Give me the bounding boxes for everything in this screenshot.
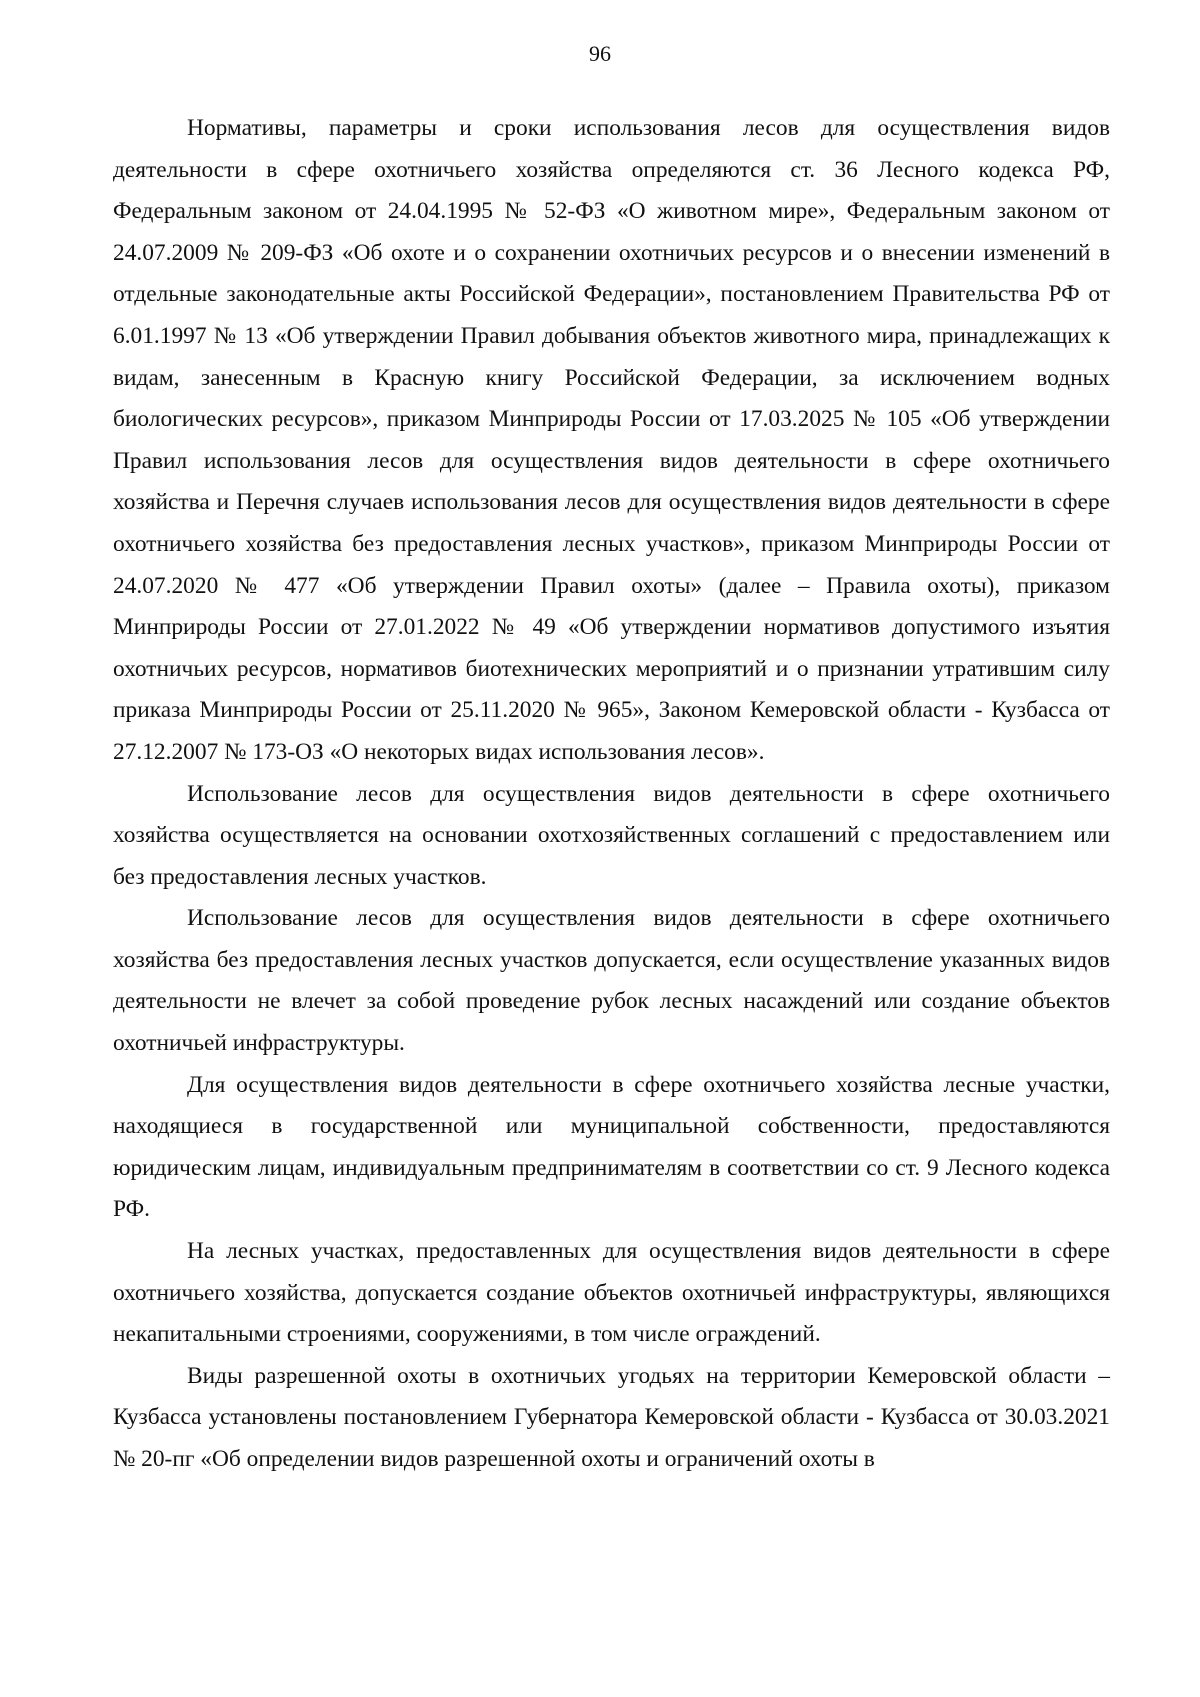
paragraph-infrastructure: На лесных участках, предоставленных для осуществления видов деятельности в сфере охотничьего хозяйства, допускается создание объектов охотничьей инфраструктуры, являющихся некапитальными строениями, сооружениями, в том числе ограждений.: [113, 1238, 1110, 1348]
paragraph-plot-provision: Для осуществления видов деятельности в сфере охотничьего хозяйства лесные участки, находящиеся в государственной или муниципальной собственности, предоставляются юридическим лицам, индивидуальным предпринимателям в соответствии со ст. 9 Лесного кодекса РФ.: [113, 1071, 1110, 1223]
document-body: [113, 108, 1110, 1481]
paragraph-permitted-hunting: Виды разрешенной охоты в охотничьих угодьях на территории Кемеровской области – Кузбасса установлены постановлением Губернатора Кемеровской области - Кузбасса от 30.03.2021 № 20-пг «Об определении видов разрешенной охоты и ограничений охоты в: [113, 1362, 1110, 1472]
paragraph-use-without-plots: Использование лесов для осуществления видов деятельности в сфере охотничьего хозяйства без предоставления лесных участков допускается, если осуществление указанных видов деятельности не влечет за собой проведение рубок лесных насаждений или создание объектов охотничьей инфраструктуры.: [113, 905, 1110, 1057]
paragraph-regulatory-basis: Нормативы, параметры и сроки использования лесов для осуществления видов деятельности в сфере охотничьего хозяйства определяются ст. 36 Лесного кодекса РФ, Федеральным законом от 24.04.1995 № 52-ФЗ «О животном мире», Федеральным законом от 24.07.2009 № 209-ФЗ «Об охоте и о сохранении охотничьих ресурсов и о внесении изменений в отдельные законодательные акты Российской Федерации», постановлением Правительства РФ от 6.01.1997 № 13 «Об утверждении Правил добывания объектов животного мира, принадлежащих к видам, занесенным в Красную книгу Российской Федерации, за исключением водных биологических ресурсов», приказом Минприроды России от 17.03.2025 № 105 «Об утверждении Правил использования лесов для осуществления видов деятельности в сфере охотничьего хозяйства и Перечня случаев использования лесов для осуществления видов деятельности в сфере охотничьего хозяйства без предоставления лесных участков», приказом Минприроды России от 24.07.2020 № 477 «Об утверждении Правил охоты» (далее – Правила охоты), приказом Минприроды России от 27.01.2022 № 49 «Об утверждении нормативов допустимого изъятия охотничьих ресурсов, нормативов биотехнических мероприятий и о признании утратившим силу приказа Минприроды России от 25.11.2020 № 965», Законом Кемеровской области - Кузбасса от 27.12.2007 № 173-ОЗ «О некоторых видах использования лесов».: [113, 115, 1110, 765]
paragraph-forest-use-basis: Использование лесов для осуществления видов деятельности в сфере охотничьего хозяйства осуществляется на основании охотхозяйственных соглашений с предоставлением или без предоставления лесных участков.: [113, 780, 1110, 890]
page-number: 96: [589, 41, 611, 66]
